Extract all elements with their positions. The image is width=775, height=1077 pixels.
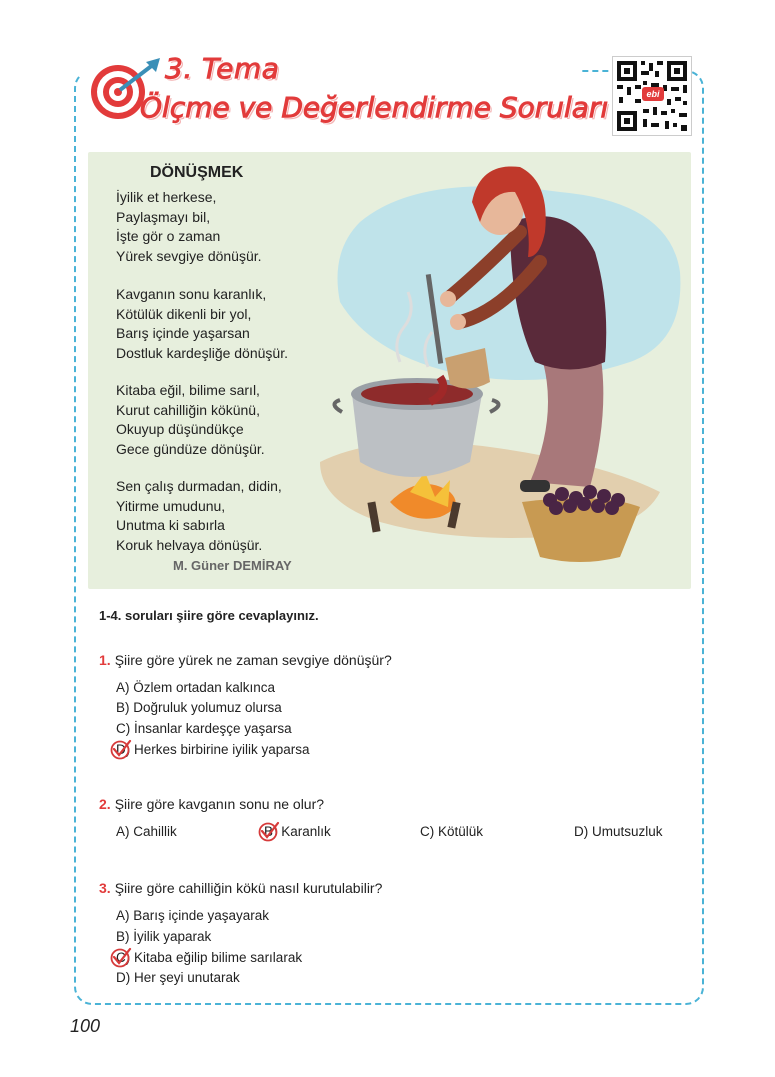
q1-option-d[interactable]: D) Herkes birbirine iyilik yaparsa (116, 742, 310, 757)
q3-option-a[interactable]: A) Barış içinde yaşayarak (116, 908, 270, 923)
poem-line: Gece gündüze dönüşür. (116, 440, 265, 457)
q3-option-b[interactable]: B) İyilik yaparak (116, 929, 212, 944)
question-number: 1. (99, 652, 111, 668)
question-number: 2. (99, 796, 111, 812)
poem-line: Yürek sevgiye dönüşür. (116, 247, 262, 264)
qr-badge: ebi (642, 87, 664, 101)
question-text: Şiire göre yürek ne zaman sevgiye dönüşür? (114, 652, 392, 668)
poem-line: Kötülük dikenli bir yol, (116, 305, 252, 322)
question-text: Şiire göre kavganın sonu ne olur? (114, 796, 325, 812)
question-text: Şiire göre cahilliğin kökü nasıl kurutulabilir? (114, 880, 383, 896)
poem-line: Kitaba eğil, bilime sarıl, (116, 382, 260, 398)
q2-option-d[interactable]: D) Umutsuzluk (574, 824, 663, 839)
poem-line: Barış içinde yaşarsan (116, 325, 250, 341)
question-3 (99, 880, 382, 896)
checkmark-icon (110, 738, 132, 760)
poem-line: Yitirme umudunu, (116, 497, 226, 514)
stanza-4 (116, 477, 282, 555)
poem-line: İşte gör o zaman (116, 228, 221, 244)
checkmark-icon (258, 820, 280, 842)
stanza-3 (116, 381, 265, 459)
q2-option-a[interactable]: A) Cahillik (116, 824, 177, 839)
poem-line: Koruk helvaya dönüşür. (116, 536, 263, 553)
question-number: 3. (99, 880, 111, 896)
poem-line: İyilik et herkese, (116, 189, 217, 205)
poem-line: Sen çalış durmadan, didin, (116, 478, 282, 494)
poem-author: M. Güner DEMİRAY (173, 558, 292, 573)
question-2 (99, 796, 324, 812)
poem-line: Kavganın sonu karanlık, (116, 286, 267, 302)
theme-title: 3. Tema (165, 52, 280, 85)
poem-line: Paylaşmayı bil, (116, 208, 211, 225)
q1-option-c[interactable]: C) İnsanlar kardeşçe yaşarsa (116, 721, 292, 736)
stanza-2 (116, 285, 288, 363)
poem-line: Okuyup düşündükçe (116, 421, 244, 437)
q1-option-b[interactable]: B) Doğruluk yolumuz olursa (116, 700, 282, 715)
stanza-1 (116, 188, 262, 266)
q3-option-c[interactable]: C) Kitaba eğilip bilime sarılarak (116, 950, 303, 965)
question-1 (99, 652, 392, 668)
poem-title: DÖNÜŞMEK (150, 164, 244, 181)
page-number: 100 (70, 1016, 101, 1036)
q1-option-a[interactable]: A) Özlem ortadan kalkınca (116, 680, 276, 695)
checkmark-icon (110, 946, 132, 968)
q2-option-b[interactable]: B) Karanlık (264, 824, 331, 839)
q3-option-d[interactable]: D) Her şeyi unutarak (116, 970, 240, 985)
q2-option-c[interactable]: C) Kötülük (420, 824, 484, 839)
instructions: 1-4. soruları şiire göre cevaplayınız. (99, 608, 319, 623)
woman-cooking-illustration (300, 162, 690, 587)
poem-line: Kurut cahilliğin kökünü, (116, 401, 260, 418)
poem-line: Unutma ki sabırla (116, 517, 225, 533)
poem-line: Dostluk kardeşliğe dönüşür. (116, 344, 288, 361)
section-title: Ölçme ve Değerlendirme Soruları (140, 91, 609, 124)
